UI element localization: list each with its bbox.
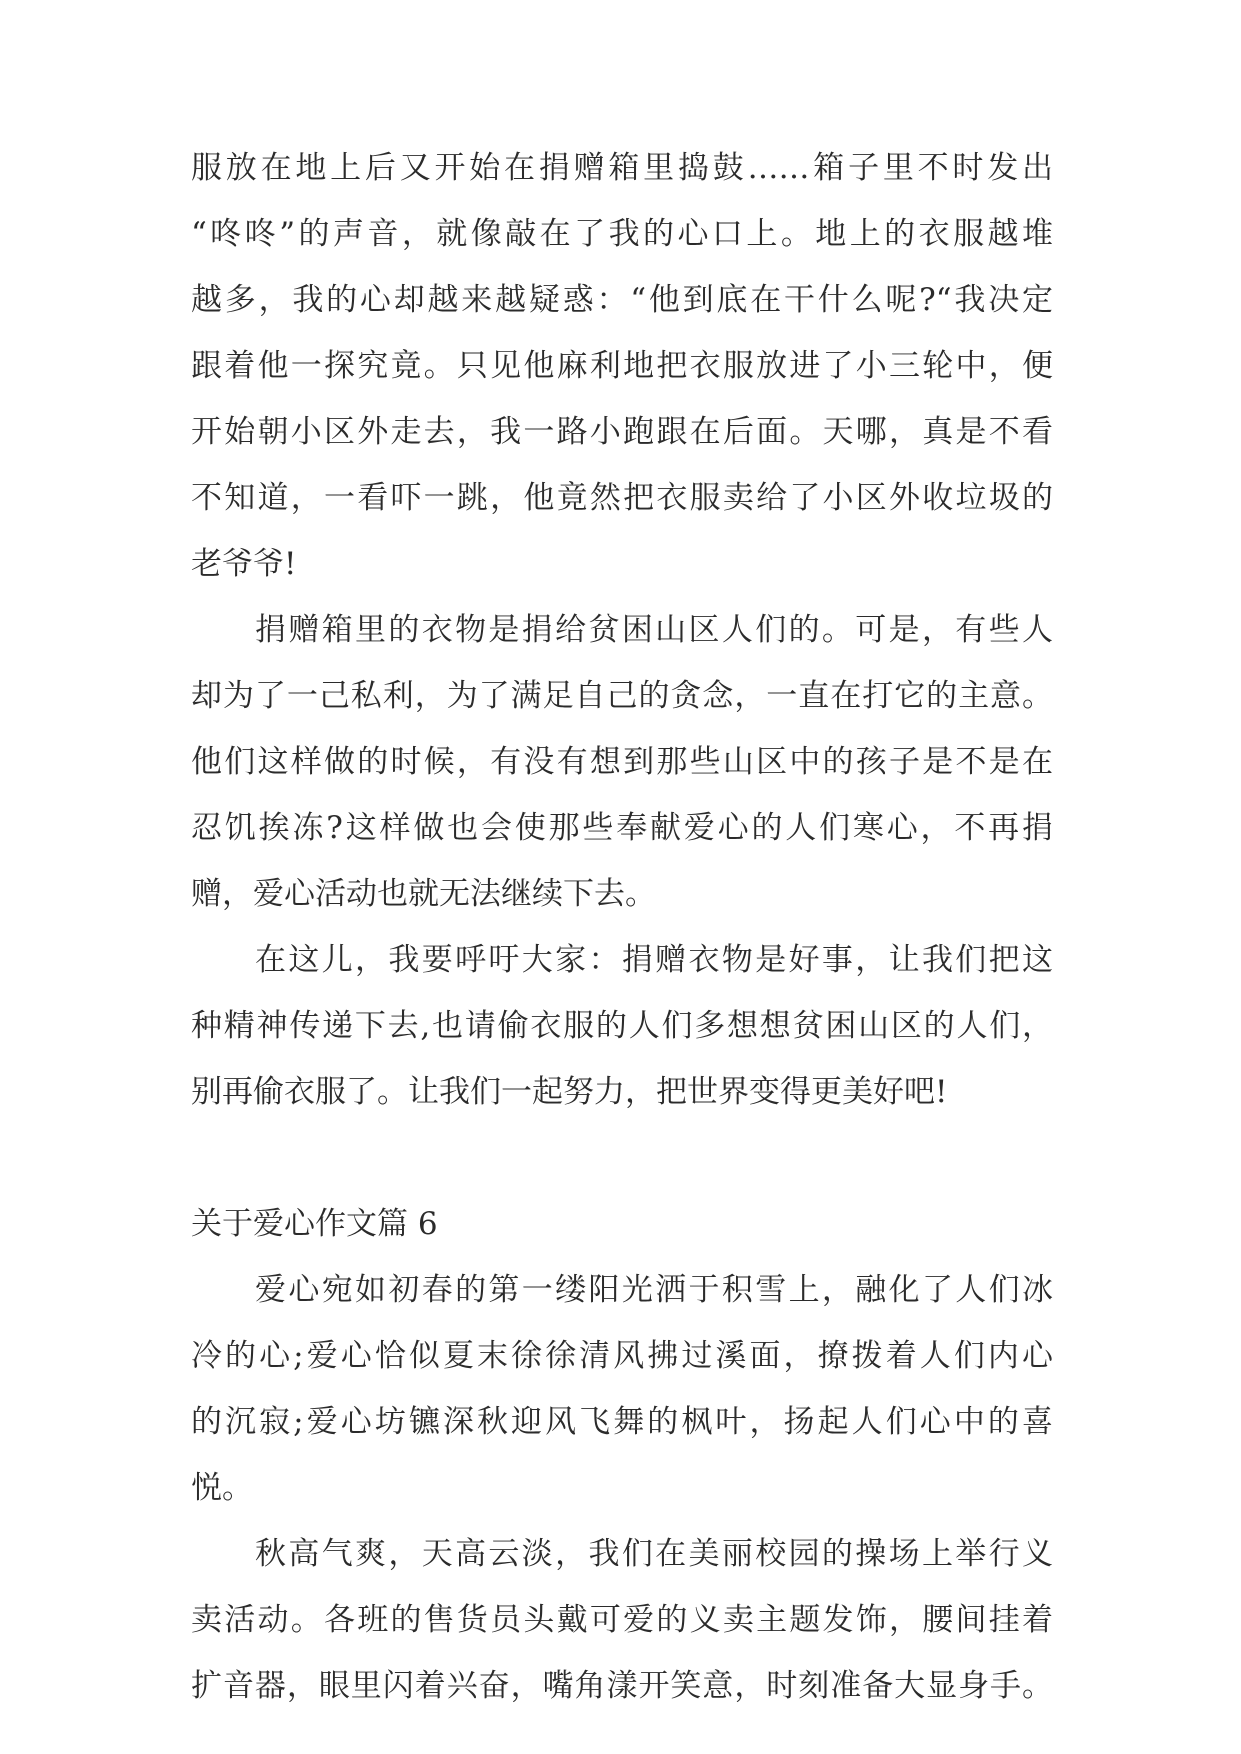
text-line: 老爷爷! xyxy=(191,546,297,582)
text-line: 忍饥挨冻?这样做也会使那些奉献爱心的人们寒心，不再捐 xyxy=(191,810,1053,846)
text-line: 种精神传递下去,也请偷衣服的人们多想想贫困山区的人们， xyxy=(191,1008,1053,1044)
text-line: 的沉寂;爱心坊镳深秋迎风飞舞的枫叶，扬起人们心中的喜 xyxy=(191,1404,1053,1440)
text-line: 不知道，一看吓一跳，他竟然把衣服卖给了小区外收垃圾的 xyxy=(191,480,1053,516)
text-line: 捐赠箱里的衣物是捐给贫困山区人们的。可是，有些人 xyxy=(255,612,1053,648)
section-title: 关于爱心作文篇 6 xyxy=(191,1206,438,1242)
text-line: 他们这样做的时候，有没有想到那些山区中的孩子是不是在 xyxy=(191,744,1053,780)
text-line: 卖活动。各班的售货员头戴可爱的义卖主题发饰，腰间挂着 xyxy=(191,1602,1053,1638)
text-line: “咚咚”的声音，就像敲在了我的心口上。地上的衣服越堆 xyxy=(191,216,1053,252)
text-line: 越多，我的心却越来越疑惑：“他到底在干什么呢?“我决定 xyxy=(191,282,1053,318)
text-line: 扩音器，眼里闪着兴奋，嘴角漾开笑意，时刻准备大显身手。 xyxy=(191,1668,1053,1704)
text-line: 冷的心;爱心恰似夏末徐徐清风拂过溪面，撩拨着人们内心 xyxy=(191,1338,1053,1374)
text-line: 在这儿，我要呼吁大家：捐赠衣物是好事，让我们把这 xyxy=(255,942,1053,978)
text-line: 悦。 xyxy=(191,1470,253,1506)
text-line: 开始朝小区外走去，我一路小跑跟在后面。天哪，真是不看 xyxy=(191,414,1053,450)
text-line: 跟着他一探究竟。只见他麻利地把衣服放进了小三轮中，便 xyxy=(191,348,1053,384)
text-line: 爱心宛如初春的第一缕阳光洒于积雪上，融化了人们冰 xyxy=(255,1272,1053,1308)
text-line: 秋高气爽，天高云淡，我们在美丽校园的操场上举行义 xyxy=(255,1536,1053,1572)
text-line: 赠，爱心活动也就无法继续下去。 xyxy=(191,876,656,912)
text-line: 却为了一己私利，为了满足自己的贪念，一直在打它的主意。 xyxy=(191,678,1053,714)
text-line: 服放在地上后又开始在捐赠箱里捣鼓……箱子里不时发出 xyxy=(191,150,1053,186)
text-line: 别再偷衣服了。让我们一起努力，把世界变得更美好吧! xyxy=(191,1074,948,1110)
